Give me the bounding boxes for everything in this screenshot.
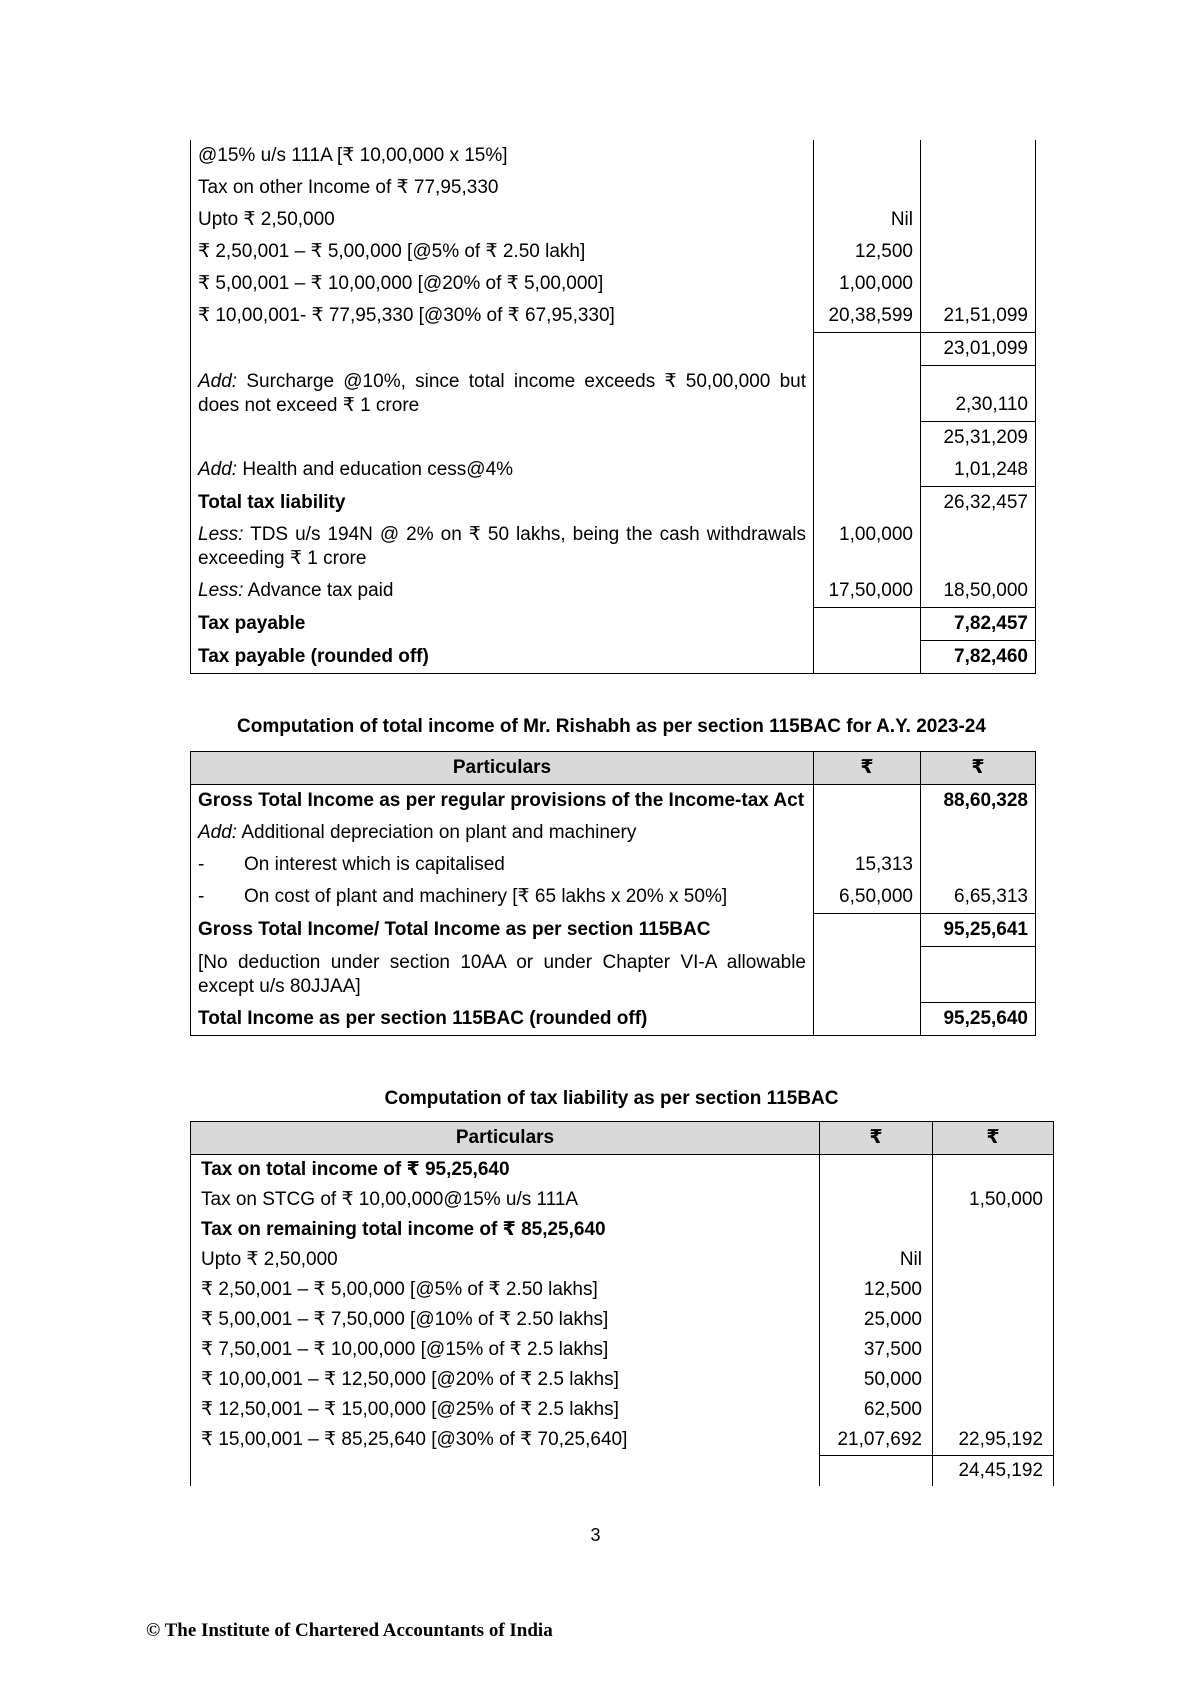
table-row	[191, 1185, 1054, 1215]
row-amount: 12,500	[814, 236, 921, 268]
column-header: ₹	[933, 1122, 1054, 1155]
row-label: ₹ 2,50,001 – ₹ 5,00,000 [@5% of ₹ 2.50 lakhs]	[191, 1275, 820, 1305]
total-income-115bac-table	[190, 751, 1036, 1036]
row-total: 1,01,248	[921, 454, 1036, 487]
row-amount: Nil	[814, 204, 921, 236]
row-total: 23,01,099	[921, 333, 1036, 366]
row-label: Less: TDS u/s 194N @ 2% on ₹ 50 lakhs, being the cash withdrawals exceeding ₹ 1 crore	[191, 519, 814, 575]
column-header: Particulars	[191, 752, 814, 785]
row-label: Upto ₹ 2,50,000	[191, 1245, 820, 1275]
row-total: 6,65,313	[921, 881, 1036, 914]
row-label: Add: Surcharge @10%, since total income exceeds ₹ 50,00,000 but does not exceed ₹ 1 crore	[191, 366, 814, 422]
row-label: ₹ 5,00,001 – ₹ 10,00,000 [@20% of ₹ 5,00,000]	[191, 268, 814, 300]
table-row	[191, 1335, 1054, 1365]
row-amount: 20,38,599	[814, 300, 921, 333]
table-row	[191, 204, 1036, 236]
row-label: Gross Total Income/ Total Income as per section 115BAC	[191, 914, 814, 947]
row-amount: 15,313	[814, 849, 921, 881]
table-row	[191, 487, 1036, 520]
table-row	[191, 1456, 1054, 1487]
row-label: Tax payable	[191, 608, 814, 641]
row-label: ₹ 7,50,001 – ₹ 10,00,000 [@15% of ₹ 2.5 lakhs]	[191, 1335, 820, 1365]
row-label: ₹ 2,50,001 – ₹ 5,00,000 [@5% of ₹ 2.50 lakh]	[191, 236, 814, 268]
row-amount: 1,00,000	[814, 268, 921, 300]
row-label: Tax on STCG of ₹ 10,00,000@15% u/s 111A	[191, 1185, 820, 1215]
table-row	[191, 300, 1036, 333]
row-amount: 1,00,000	[814, 519, 921, 575]
row-label: Total Income as per section 115BAC (rounded off)	[191, 1003, 814, 1036]
column-header: ₹	[921, 752, 1036, 785]
row-label: @15% u/s 111A [₹ 10,00,000 x 15%]	[191, 140, 814, 172]
row-amount: Nil	[820, 1245, 933, 1275]
row-label: Upto ₹ 2,50,000	[191, 204, 814, 236]
copyright-footer: © The Institute of Chartered Accountants of India	[146, 1620, 553, 1641]
row-amount: 62,500	[820, 1395, 933, 1425]
row-label: ₹ 10,00,001- ₹ 77,95,330 [@30% of ₹ 67,95,330]	[191, 300, 814, 333]
table-row	[191, 1215, 1054, 1245]
row-label: Total tax liability	[191, 487, 814, 520]
row-label: Add: Health and education cess@4%	[191, 454, 814, 487]
table-row	[191, 817, 1036, 849]
row-total: 95,25,641	[921, 914, 1036, 947]
tax-liability-115bac-table	[190, 1121, 1054, 1486]
column-header: ₹	[814, 752, 921, 785]
page-number: 3	[590, 1525, 601, 1545]
row-total: 26,32,457	[921, 487, 1036, 520]
table-row	[191, 608, 1036, 641]
table-row	[191, 140, 1036, 172]
column-header: Particulars	[191, 1122, 820, 1155]
table-header-row	[191, 1122, 1054, 1155]
row-total: 21,51,099	[921, 300, 1036, 333]
table-row	[191, 1395, 1054, 1425]
table-row	[191, 947, 1036, 1003]
row-total: 22,95,192	[933, 1425, 1054, 1456]
row-total: 95,25,640	[921, 1003, 1036, 1036]
row-total: 1,50,000	[933, 1185, 1054, 1215]
row-amount: 37,500	[820, 1335, 933, 1365]
row-total: 25,31,209	[921, 422, 1036, 455]
row-amount: 6,50,000	[814, 881, 921, 914]
row-label: Tax on remaining total income of ₹ 85,25,640	[191, 1215, 820, 1245]
table-row	[191, 849, 1036, 881]
table-row	[191, 1425, 1054, 1456]
table-row	[191, 454, 1036, 487]
row-label: Gross Total Income as per regular provisions of the Income-tax Act	[191, 785, 814, 818]
table-row	[191, 914, 1036, 947]
table-row	[191, 1155, 1054, 1186]
table-row	[191, 1245, 1054, 1275]
row-amount: 50,000	[820, 1365, 933, 1395]
table-row	[191, 366, 1036, 422]
row-amount: 12,500	[820, 1275, 933, 1305]
table-row	[191, 641, 1036, 674]
row-label: ₹ 10,00,001 – ₹ 12,50,000 [@20% of ₹ 2.5 lakhs]	[191, 1365, 820, 1395]
table-row	[191, 1365, 1054, 1395]
row-total: 18,50,000	[921, 575, 1036, 608]
row-total: 7,82,457	[921, 608, 1036, 641]
tax-liability-regular-table	[190, 140, 1036, 674]
row-total: 24,45,192	[933, 1456, 1054, 1487]
row-label: Tax payable (rounded off)	[191, 641, 814, 674]
row-label: - On cost of plant and machinery [₹ 65 lakhs x 20% x 50%]	[191, 881, 814, 914]
row-total: 88,60,328	[921, 785, 1036, 818]
row-label: ₹ 12,50,001 – ₹ 15,00,000 [@25% of ₹ 2.5 lakhs]	[191, 1395, 820, 1425]
row-label: - On interest which is capitalised	[191, 849, 814, 881]
table-row	[191, 881, 1036, 914]
table-row	[191, 236, 1036, 268]
table-row	[191, 422, 1036, 455]
row-amount: 21,07,692	[820, 1425, 933, 1456]
section-caption: Computation of total income of Mr. Rishabh as per section 115BAC for A.Y. 2023-24	[237, 716, 986, 737]
column-header: ₹	[820, 1122, 933, 1155]
section-caption: Computation of tax liability as per section 115BAC	[384, 1088, 839, 1109]
table-row	[191, 519, 1036, 575]
row-label: Tax on total income of ₹ 95,25,640	[191, 1155, 820, 1186]
row-label: ₹ 15,00,001 – ₹ 85,25,640 [@30% of ₹ 70,25,640]	[191, 1425, 820, 1456]
row-amount: 25,000	[820, 1305, 933, 1335]
table-row	[191, 1003, 1036, 1036]
table-row	[191, 1305, 1054, 1335]
table-row	[191, 575, 1036, 608]
table-row	[191, 785, 1036, 818]
table-row	[191, 1275, 1054, 1305]
row-label: [No deduction under section 10AA or under Chapter VI-A allowable except u/s 80JJAA]	[191, 947, 814, 1003]
row-label: ₹ 5,00,001 – ₹ 7,50,000 [@10% of ₹ 2.50 lakhs]	[191, 1305, 820, 1335]
table-row	[191, 172, 1036, 204]
row-total: 2,30,110	[921, 366, 1036, 422]
row-total: 7,82,460	[921, 641, 1036, 674]
row-label: Add: Additional depreciation on plant and machinery	[191, 817, 814, 849]
table-row	[191, 268, 1036, 300]
table-row	[191, 333, 1036, 366]
row-label: Less: Advance tax paid	[191, 575, 814, 608]
table-header-row	[191, 752, 1036, 785]
row-amount: 17,50,000	[814, 575, 921, 608]
row-label: Tax on other Income of ₹ 77,95,330	[191, 172, 814, 204]
